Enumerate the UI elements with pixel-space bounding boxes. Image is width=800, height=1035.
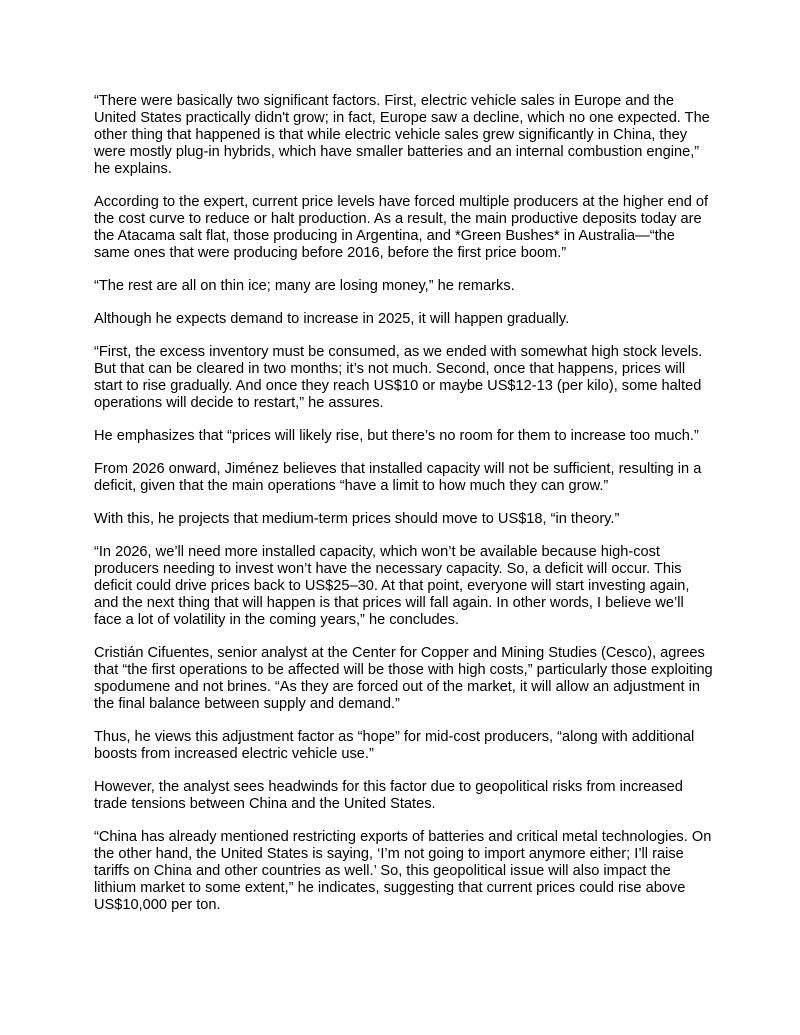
paragraph: According to the expert, current price levels have forced multiple producers at the higher end of the cost curve to reduce or halt production. As a result, the main productive deposits today are the Atacama salt flat, those producing in Argentina, and *Green Bushes* in Australia—“the same ones that were producing before 2016, before the first price boom.” [94,194,709,261]
document-body [94,93,714,930]
paragraph: However, the analyst sees headwinds for this factor due to geopolitical risks from increased trade tensions between China and the United States. [94,779,683,812]
paragraph: “China has already mentioned restricting exports of batteries and critical metal technologies. On the other hand, the United States is saying, ‘I’m not going to import anymore either; I’ll raise tariffs on China and other countries as well.’ So, this geopolitical issue will also impact the lithium market to some extent,” he indicates, suggesting that current prices could rise above US$10,000 per ton. [94,829,712,913]
paragraph: Although he expects demand to increase in 2025, it will happen gradually. [94,311,570,327]
paragraph: “First, the excess inventory must be consumed, as we ended with somewhat high stock levels. But that can be cleared in two months; it’s not much. Second, once that happens, prices will start to rise gradually. And once they reach US$10 or maybe US$12-13 (per kilo), some halted operations will decide to restart,” he assures. [94,344,703,411]
paragraph: “There were basically two significant factors. First, electric vehicle sales in Europe and the United States practically didn't grow; in fact, Europe saw a decline, which no one expected. The other thing that happened is that while electric vehicle sales grew significantly in China, they were mostly plug-in hybrids, which have smaller batteries and an internal combustion engine,” he explains. [94,93,710,177]
paragraph: “In 2026, we’ll need more installed capacity, which won’t be available because high-cost producers needing to invest won’t have the necessary capacity. So, a deficit will occur. This deficit could drive prices back to US$25–30. At that point, everyone will start investing again, and the next thing that will happen is that prices will fall again. In other words, I believe we’ll face a lot of volatility in the coming years,” he concludes. [94,544,690,628]
paragraph: “The rest are all on thin ice; many are losing money,” he remarks. [94,278,515,294]
paragraph: With this, he projects that medium-term prices should move to US$18, “in theory.” [94,511,620,527]
paragraph: From 2026 onward, Jiménez believes that installed capacity will not be sufficient, resulting in a deficit, given that the main operations “have a limit to how much they can grow.” [94,461,702,494]
paragraph: He emphasizes that “prices will likely rise, but there’s no room for them to increase too much.” [94,428,699,444]
paragraph: Thus, he views this adjustment factor as “hope” for mid-cost producers, “along with additional boosts from increased electric vehicle use.” [94,729,695,762]
paragraph: Cristián Cifuentes, senior analyst at the Center for Copper and Mining Studies (Cesco), agrees that “the first operations to be affected will be those with high costs,” particularly those exploiting spodumene and not brines. “As they are forced out of the market, it will allow an adjustment in the final balance between supply and demand.” [94,645,713,712]
